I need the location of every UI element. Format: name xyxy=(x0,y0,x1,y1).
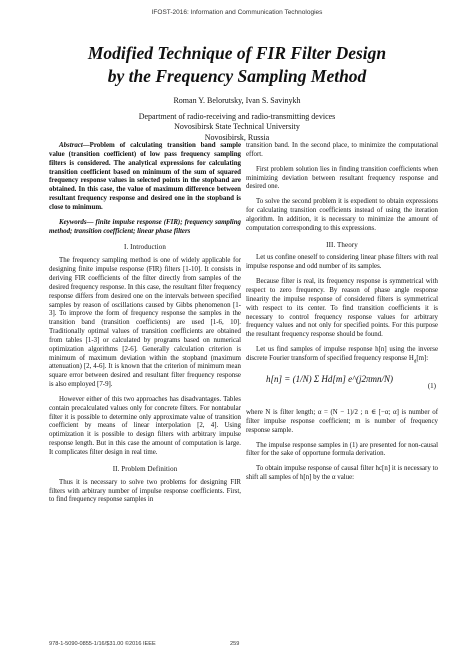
title-line-2: by the Frequency Sampling Method xyxy=(107,66,367,86)
author-block xyxy=(0,96,474,143)
theory-paragraph-5: The impulse response samples in (1) are presented for non-causal filter for the sake of opportune formula derivation. xyxy=(246,441,438,458)
right-column xyxy=(246,142,438,489)
footer-copyright: 978-1-5090-0855-1/16/$31.00 ©2016 IEEE xyxy=(49,641,156,647)
theory-paragraph-3: Let us find samples of impulse response h[n] using the inverse discrete Fourier transform of specified frequency response $H_d[m]$: xyxy=(246,346,438,365)
section-heading-introduction: I. Introduction xyxy=(124,243,166,252)
theory-paragraph-4: where N is filter length; α = (N − 1)/2 ; n ∈ [−α; α] is number of filter impulse response coefficient; m is number of frequency response sample. xyxy=(246,409,438,434)
title-line-1: Modified Technique of FIR Filter Design xyxy=(87,43,387,63)
abstract-lead: Abstract xyxy=(59,142,83,149)
equation-1 xyxy=(246,373,438,403)
section-heading-theory: III. Theory xyxy=(326,240,358,249)
abstract-text: —Problem of calculating transition band sample value (transition coefficient) of low pass frequency sampling filters is considered. The analytical expressions for calculating transition coefficient based on minimum of the sum of squared frequency response values in selected points in the stopband are obtained. In this case, the value of maximum difference between resultant frequency response and desired one in the stopband is close to minimum. xyxy=(49,142,241,211)
intro-paragraph-2: However either of this two approaches has disadvantages. Tables contain precalculated values only for concrete filters. For nontabular filter it is possible to determine only approximate value of transition coefficient by means of linear interpolation [2, 4]. Using optimization it is possible to design filters with arbitrary impulse response length. But in this case the amount of computation is large. It complicates filter design in real time. xyxy=(49,395,241,456)
theory-paragraph-1: Let us confine oneself to considering linear phase filters with real impulse response and odd number of its samples. xyxy=(246,254,438,271)
abstract xyxy=(49,142,241,213)
paper-title xyxy=(20,42,454,88)
conference-header: IFOST-2016: Information and Communication Technologies xyxy=(151,9,323,16)
page-number: 259 xyxy=(230,641,240,647)
problem-paragraph-1: Thus it is necessary to solve two problems for designing FIR filters with arbitrary number of impulse response coefficients. First, to find frequency response samples in xyxy=(49,478,241,504)
keywords xyxy=(49,219,241,237)
equation-1-body: h[n] = (1/N) Σ Hd[m] e^(j2πmn/N) xyxy=(266,374,393,385)
problem-paragraph-2: First problem solution lies in finding transition coefficients when minimizing deviation between resultant frequency response and desired one. xyxy=(246,165,438,191)
author-names: Roman Y. Belorutsky, Ivan S. Savinykh xyxy=(173,96,301,105)
affiliation-line-1: Department of radio-receiving and radio-transmitting devices xyxy=(138,112,336,122)
intro-paragraph-1: The frequency sampling method is one of widely applicable for designing finite impulse response (FIR) filters [1-10]. It consists in deriving FIR coefficients of the filter directly from samples of the desired frequency response. In this case, the resultant filter frequency response differs from desired one on the intervals between specified samples by reason of oscillations caused by Gibbs phenomenon [1-3]. To improve the form of frequency response the samples in the transition band (transition coefficients) are used [1-6, 10]. Traditionally optimal values of transition coefficients are obtained from tables [1-3] or calculated by programs based on numerical optimization algorithms [2-6]. Generally calculation criterion is minimum of maximum deviation within the stopband (maximum attenuation) [2, 4-6]. It is known that the criterion of minimum mean square error between desired and resultant filter frequency response is also employed [7-9]. xyxy=(49,257,241,389)
problem-paragraph-cont: transition band. In the second place, to minimize the computational effort. xyxy=(246,142,438,158)
keywords-text: — finite impulse response (FIR); frequency sampling method; transition coefficient; linear phase filters xyxy=(49,218,241,235)
affiliation-line-3: Novosibirsk, Russia xyxy=(204,132,270,142)
theory-paragraph-2: Because filter is real, its frequency response is symmetrical with respect to zero frequency. By reason of phase angle response linearity the impulse response of considered filters is symmetrical with respect to its center. To find transition coefficients it is necessary to control frequency response values for arbitrary frequency values and not only for specified points. For this purpose the resultant frequency response should be found. xyxy=(246,278,438,339)
theory-paragraph-3b: [m]: xyxy=(416,354,429,362)
theory-paragraph-6: To obtain impulse response of causal filter hc[n] it is necessary to shift all samples of h[n] by the α value: xyxy=(246,465,438,482)
section-heading-problem: II. Problem Definition xyxy=(112,464,178,473)
problem-paragraph-3: To solve the second problem it is expedient to obtain expressions for calculating transition coefficients instead of using the iteration algorithm. In addition, it is necessary to minimize the amount of computation corresponding to this expressions. xyxy=(246,198,438,232)
theory-paragraph-3a: Let us find samples of impulse response h[n] using the inverse discrete Fourier transform of specified frequency response H xyxy=(246,346,438,362)
equation-1-number: (1) xyxy=(427,382,436,391)
affiliation-line-2: Novosibirsk State Technical University xyxy=(174,122,300,132)
keywords-lead: Keywords xyxy=(59,218,87,226)
left-column xyxy=(49,142,241,511)
